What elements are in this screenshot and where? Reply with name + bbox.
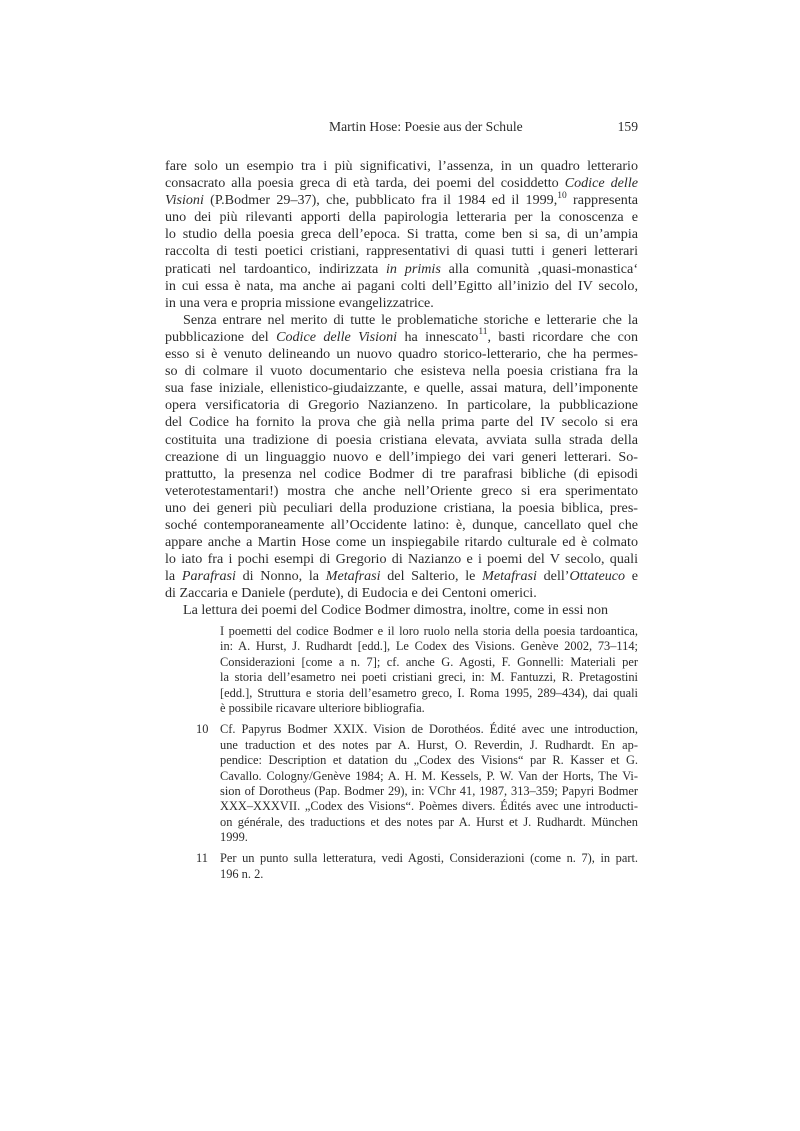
text-line: pubblicazione del Codice delle Visioni ha innescato$^{11}$, basti ricordare che con — [165, 327, 638, 345]
footnote-number: 10 — [196, 722, 209, 737]
text-line: Visioni (P.Bodmer 29–37), che, pubblicato fra il 1984 ed il 1999,10 rappresenta — [165, 190, 638, 209]
text-line: creazione di un linguaggio nuovo e dell’impiego dei vari generi letterari. So- — [165, 448, 638, 465]
footnote-line: 196 n. 2. — [220, 866, 264, 881]
footnote-line: 1999. — [220, 830, 248, 845]
text-line: uno dei più rilevanti apporti della papirologia letteraria per la conoscenza e — [165, 209, 638, 226]
footnote-line: pendice: Description et datation du „Codex des Visions“ par R. Kasser et G. — [220, 753, 638, 768]
footnote-line: on générale, des traductions et des notes par A. Hurst et J. Rudhardt. München — [220, 814, 638, 829]
page-number: 159 — [617, 119, 638, 134]
footnote-number: 11 — [196, 851, 208, 866]
footnote-reference[interactable]: 11 — [478, 327, 488, 338]
italic-text: in primis — [386, 260, 441, 277]
text-line: so di colmare il vuoto documentario che esisteva nella poesia cristiana fra la — [165, 363, 638, 380]
italic-text: Metafrasi — [482, 568, 537, 585]
paragraph — [165, 158, 638, 312]
italic-text: Metafrasi — [325, 568, 381, 585]
text-line: in cui essa è nata, ma anche ai pagani colti dell’Egitto all’inizio del IV secolo, — [165, 277, 638, 294]
text-line: praticati nel tardoantico, indirizzata in primis alla comunità ‚quasi-monastica‘ — [165, 260, 639, 277]
text-line: esso si è venuto delineando un nuovo quadro storico-letterario, che ha permes- — [165, 346, 638, 363]
text-line: del Codice ha fornito la prova che già nella prima parte del IV secolo si era — [165, 414, 638, 431]
text-line: lo iato fra i pochi esempi di Gregorio di Nazianzo e i poemi del V secolo, quali — [165, 551, 638, 568]
text-line: veterotestamentari!) mostra che anche nell’Oriente greco si era sperimentato — [165, 482, 638, 499]
footnote-line: [edd.], Struttura e storia dell’esametro greco, I. Roma 1995, 289–434), dai quali — [220, 685, 638, 700]
paragraph — [165, 312, 638, 603]
italic-text: Codice delle — [564, 175, 638, 192]
text-line: lo studio della poesia greca dell’epoca. Si tratta, come ben si sa, di un’ampia — [165, 226, 638, 243]
footnote-line: une traduction et des notes par A. Hurst, O. Reverdin, J. Rudhardt. En ap- — [220, 737, 638, 752]
footnote-reference[interactable]: 10 — [557, 190, 567, 201]
italic-text: Parafrasi — [181, 568, 236, 585]
text-line: La lettura dei poemi del Codice Bodmer dimostra, inoltre, come in essi non — [183, 602, 609, 619]
text-line: di Zaccaria e Daniele (perdute), di Eudocia e dei Centoni omerici. — [165, 585, 537, 602]
text-line: la Parafrasi di Nonno, la Metafrasi del Salterio, le Metafrasi dell’Ottateuco e — [165, 568, 639, 585]
text-line: fare solo un esempio tra i più significativi, l’assenza, in un quadro letterario — [165, 158, 638, 174]
text-line: soché contemporaneamente all’Occidente latino: è, dunque, cancellato quel che — [165, 516, 638, 533]
footnote-line: Cf. Papyrus Bodmer XXIX. Vision de Dorothéos. Édité avec une introduction, — [220, 722, 638, 737]
running-title: Martin Hose: Poesie aus der Schule — [329, 119, 523, 134]
text-line: appare anche a Martin Hose come un inspiegabile ritardo culturale ed è colmato — [165, 534, 638, 551]
text-line: prattutto, la presenza nel codice Bodmer di tre parafrasi bibliche (di episodi — [165, 465, 638, 482]
footnotes — [190, 624, 638, 888]
paragraph — [165, 602, 638, 619]
footnote-line: in: A. Hurst, J. Rudhardt [edd.], Le Codex des Visions. Genève 2002, 73–114; — [220, 639, 638, 654]
italic-text: Codice delle Visioni — [276, 328, 398, 345]
footnote-line: Cavallo. Cologny/Genève 1984; A. H. M. Kessels, P. W. Van der Horts, The Vi- — [220, 768, 638, 783]
text-line: Senza entrare nel merito di tutte le problematiche storiche e letterarie che la — [183, 311, 638, 328]
footnote-continuation — [190, 624, 638, 716]
footnote — [190, 722, 638, 845]
footnote-line: Considerazioni [come a n. 7]; cf. anche G. Agosti, F. Gonnelli: Materiali per — [220, 654, 638, 669]
text-line: in una vera e propria missione evangelizzatrice. — [165, 294, 434, 311]
main-text — [165, 158, 638, 620]
footnote-line: Per un punto sulla letteratura, vedi Agosti, Considerazioni (come n. 7), in part. — [220, 851, 638, 866]
footnote-line: è possibile ricavare ulteriore bibliografia. — [220, 700, 425, 715]
footnote-line: XXX–XXXVII. „Codex des Visions“. Poèmes divers. Édités avec une introducti- — [220, 799, 638, 814]
text-line: consacrato alla poesia greca di età tarda, dei poemi del cosiddetto Codice delle — [165, 175, 638, 192]
text-line: sua fase iniziale, ellenistico-giudaizzante, e quelle, assai matura, dell’imponente — [165, 380, 638, 397]
text-line: costituita una tradizione di poesia cristiana elevata, avviata sulla strada della — [165, 431, 638, 448]
text-line: uno dei generi più peculiari della produzione cristiana, la poesia biblica, pres- — [165, 499, 638, 516]
footnote-line: sion of Dorotheus (Pap. Bodmer 29), in: VChr 41, 1987, 313–359; Papyri Bodmer — [220, 783, 638, 798]
italic-text: Visioni — [165, 192, 204, 209]
text-line: opera versificatoria di Gregorio Nazianzeno. In particolare, la pubblicazione — [165, 397, 638, 414]
footnote — [190, 851, 638, 882]
text-line: raccolta di testi poetici cristiani, rappresentativi di quasi tutti i generi letterari — [165, 243, 638, 260]
italic-text: Ottateuco — [569, 568, 626, 585]
footnote-line: I poemetti del codice Bodmer e il loro ruolo nella storia della poesia tardoantica, — [220, 624, 638, 638]
footnote-line: la storia dell’esametro nei poeti cristiani greci, in: M. Fantuzzi, R. Pretagostini — [220, 670, 638, 685]
